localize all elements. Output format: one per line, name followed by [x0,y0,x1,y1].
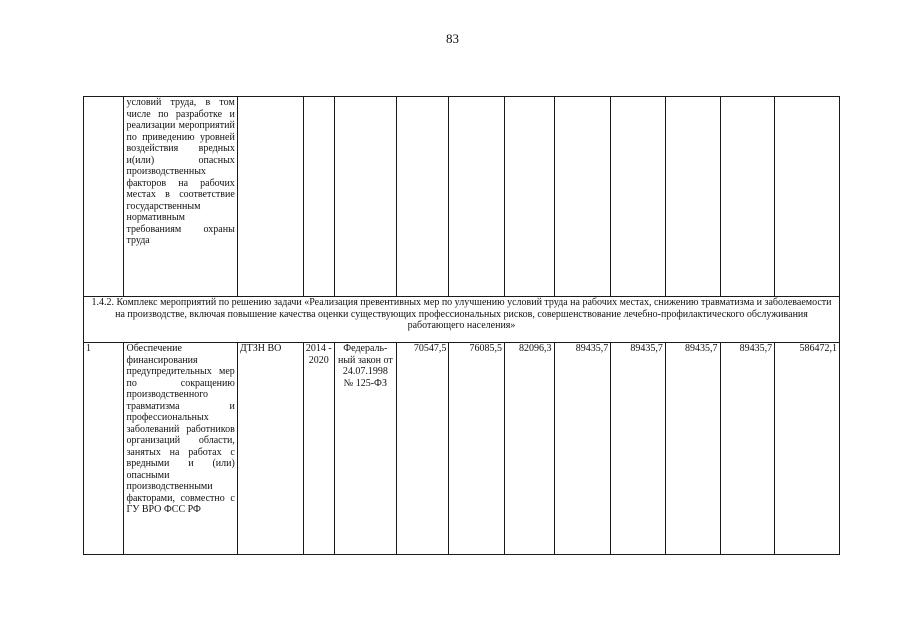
cell-executor: ДТЗН ВО [237,343,303,555]
cell-period: 2014 - 2020 [303,343,334,555]
cell-source: Федераль-ный закон от 24.07.1998 № 125-ФЗ [334,343,396,555]
cell-total-empty [775,97,840,297]
cell-value-total: 586472,1 [775,343,840,555]
section-heading-row [84,297,840,343]
cell-value-empty [665,97,720,297]
cell-value-2020: 89435,7 [720,343,775,555]
section-heading: 1.4.2. Комплекс мероприятий по решению задачи «Реализация превентивных мер по улучшению условий труда на рабочих местах, снижению травматизма и заболеваемости на производстве, включая повышение качества оценки существующих профессиональных рисков, совершенствование лечебно-профилактического обслуживания работающего населения» [84,297,840,343]
cell-description: Обеспечение финансирования предупредительных мер по сокращению производственного травматизма и профессиональных заболеваний работников организаций области, занятых на работах с вредными и (или) опасными производственными факторами, совместно с ГУ ВРО ФСС РФ [124,343,237,555]
cell-value-empty [396,97,449,297]
program-table [83,96,840,555]
cell-value-empty [449,97,505,297]
cell-value-empty [504,97,554,297]
cell-value-empty [720,97,775,297]
table-row-continued [84,97,840,297]
cell-value-empty [611,97,666,297]
cell-period-empty [303,97,334,297]
cell-value-2015: 76085,5 [449,343,505,555]
cell-value-2018: 89435,7 [611,343,666,555]
cell-value-2014: 70547,5 [396,343,449,555]
cell-value-2016: 82096,3 [504,343,554,555]
cell-description: условий труда, в том числе по разработке и реализации мероприятий по приведению уровней воздействия вредных и(или) опасных производственных факторов на рабочих местах в соответствие государственным нормативным требованиям охраны труда [124,97,237,297]
cell-executor-empty [237,97,303,297]
table-row [84,343,840,555]
cell-number: 1 [84,343,124,555]
cell-value-2017: 89435,7 [554,343,611,555]
cell-value-2019: 89435,7 [665,343,720,555]
page-number: 83 [446,31,459,46]
cell-number-empty [84,97,124,297]
cell-value-empty [554,97,611,297]
cell-source-empty [334,97,396,297]
